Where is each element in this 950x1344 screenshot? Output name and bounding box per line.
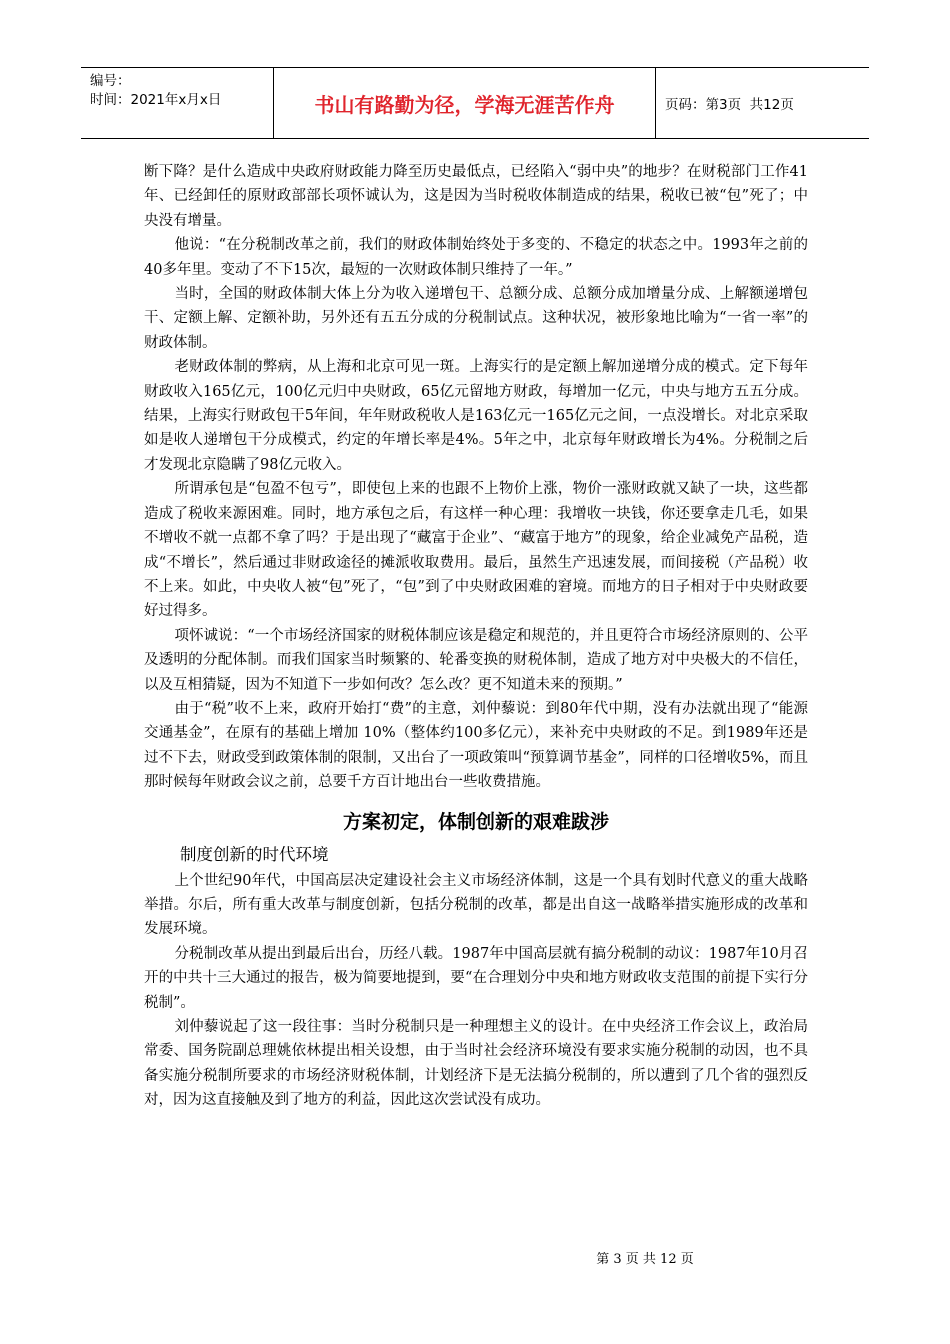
document-body (144, 160, 808, 1113)
body-paragraph: 刘仲藜说起了这一段往事：当时分税制只是一种理想主义的设计。在中央经济工作会议上，政治局常委、国务院副总理姚依林提出相关设想，由于当时社会经济环境没有要求实施分税制的动因，也不具备实施分税制所要求的市场经济财税体制，计划经济下是无法搞分税制的，所以遭到了几个省的强烈反对，因为这直接触及到了地方的利益，因此这次尝试没有成功。 (144, 1019, 808, 1109)
body-paragraph: 断下降？是什么造成中央政府财政能力降至历史最低点，已经陷入“弱中央”的地步？在财税部门工作41年、已经卸任的原财政部部长项怀诚认为，这是因为当时税收体制造成的结果，税收已被“包”死了；中央没有增量。 (144, 164, 808, 229)
body-paragraph: 由于“税”收不上来，政府开始打“费”的主意，刘仲藜说：到80年代中期，没有办法就出现了“能源交通基金”，在原有的基础上增加 10%（整体约100多亿元），来补充中央财政的不足。到1989年还是过不下去，财政受到政策体制的限制，又出台了一项政策叫“预算调节基金”，同样的口径增收5%，而且那时候每年财政会议之前，总要千方百计地出台一些收费措施。 (144, 700, 808, 791)
header-page-info (656, 68, 869, 138)
date-label: 时间：2021年x月x日 (90, 92, 222, 108)
body-paragraph: 老财政体制的弊病，从上海和北京可见一斑。上海实行的是定额上解加递增分成的模式。定下每年财政收入165亿元，100亿元归中央财政，65亿元留地方财政，每增加一亿元，中央与地方五五分成。结果，上海实行财政包干5年间，年年财政税收人是163亿元一165亿元之间，一点没增长。对北京采取如是收人递增包干分成模式，约定的年增长率是4%。5年之中，北京每年财政增长为4%。分税制之后才发现北京隐瞒了98亿元收入。 (144, 359, 808, 473)
page-footer: 第 3 页 共 12 页 (596, 1252, 694, 1267)
page-number-label: 页码：第3页 共12页 (665, 97, 794, 113)
header-meta (81, 68, 274, 138)
serial-number-label: 编号： (90, 73, 131, 89)
page-header (81, 67, 869, 139)
section-heading: 方案初定，体制创新的艰难跋涉 (342, 810, 609, 833)
body-paragraph: 他说：“在分税制改革之前，我们的财政体制始终处于多变的、不稳定的状态之中。1993年之前的40多年里。变动了不下15次，最短的一次财政体制只维持了一年。” (144, 237, 808, 278)
body-paragraph: 项怀诚说：“一个市场经济国家的财税体制应该是稳定和规范的，并且更符合市场经济原则的、公平及透明的分配体制。而我们国家当时频繁的、轮番变换的财税体制，造成了地方对中央极大的不信任，以及互相猜疑，因为不知道下一步如何改？怎么改？更不知道未来的预期。” (144, 627, 808, 693)
body-paragraph: 当时，全国的财政体制大体上分为收入递增包干、总额分成、总额分成加增量分成、上解额递增包干、定额上解、定额补助，另外还有五五分成的分税制试点。这种状况，被形象地比喻为“一省一率”的财政体制。 (144, 286, 808, 351)
body-paragraph: 所谓承包是“包盈不包亏”，即使包上来的也跟不上物价上涨，物价一涨财政就又缺了一块，这些都造成了税收来源困难。同时，地方承包之后，有这样一种心理：我增收一块钱，你还要拿走几毛，如果不增收不就一点都不拿了吗？于是出现了“藏富于企业”、“藏富于地方”的现象，给企业减免产品税，造成“不增长”，然后通过非财政途径的摊派收取费用。最后，虽然生产迅速发展，而间接税（产品税）收不上来。如此，中央收人被“包”死了，“包”到了中央财政困难的窘境。而地方的日子相对于中央财政要好过得多。 (144, 481, 808, 620)
subsection-heading: 制度创新的时代环境 (180, 844, 329, 864)
header-motto: 书山有路勤为径，学海无涯苦作舟 (274, 68, 656, 138)
body-paragraph: 上个世纪90年代，中国高层决定建设社会主义市场经济体制，这是一个具有划时代意义的重大战略举措。尔后，所有重大改革与制度创新，包括分税制的改革，都是出自这一战略举措实施形成的改革和发展环境。 (144, 872, 808, 938)
body-paragraph: 分税制改革从提出到最后出台，历经八载。1987年中国高层就有搞分税制的动议：1987年10月召开的中共十三大通过的报告，极为简要地提到，要“在合理划分中央和地方财政收支范围的前提下实行分税制”。 (144, 945, 808, 1011)
